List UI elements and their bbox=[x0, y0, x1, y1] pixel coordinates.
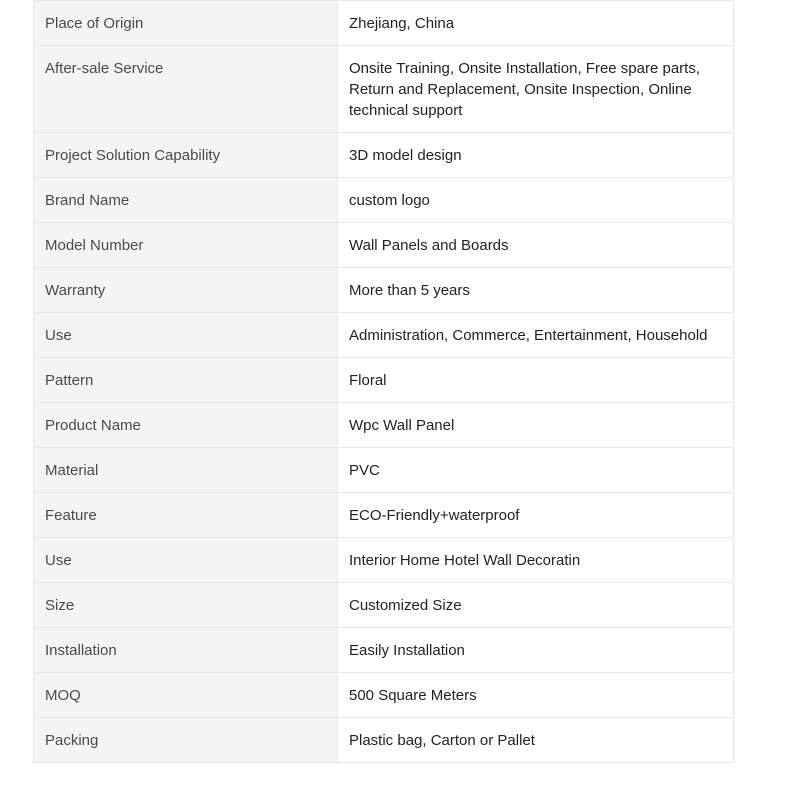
spec-attribute-value: ECO-Friendly+waterproof bbox=[338, 493, 734, 538]
spec-attribute-name: Place of Origin bbox=[34, 1, 338, 46]
spec-attribute-value: Customized Size bbox=[338, 583, 734, 628]
spec-attribute-name: Brand Name bbox=[34, 178, 338, 223]
spec-row bbox=[34, 493, 734, 538]
spec-row bbox=[34, 673, 734, 718]
spec-attribute-value: Floral bbox=[338, 358, 734, 403]
product-spec-table bbox=[33, 0, 734, 763]
spec-attribute-name: Warranty bbox=[34, 268, 338, 313]
spec-row bbox=[34, 583, 734, 628]
spec-attribute-value: Wpc Wall Panel bbox=[338, 403, 734, 448]
spec-row bbox=[34, 538, 734, 583]
spec-row bbox=[34, 223, 734, 268]
spec-row bbox=[34, 46, 734, 133]
spec-attribute-name: Product Name bbox=[34, 403, 338, 448]
spec-row bbox=[34, 268, 734, 313]
spec-row bbox=[34, 358, 734, 403]
spec-row bbox=[34, 178, 734, 223]
spec-attribute-name: Use bbox=[34, 313, 338, 358]
spec-attribute-value: More than 5 years bbox=[338, 268, 734, 313]
spec-attribute-name: Feature bbox=[34, 493, 338, 538]
spec-attribute-value: Plastic bag, Carton or Pallet bbox=[338, 718, 734, 763]
spec-row bbox=[34, 718, 734, 763]
spec-row bbox=[34, 403, 734, 448]
spec-attribute-value: Administration, Commerce, Entertainment, Household bbox=[338, 313, 734, 358]
spec-row bbox=[34, 133, 734, 178]
spec-attribute-value: Onsite Training, Onsite Installation, Free spare parts, Return and Replacement, Onsite Inspection, Online technical support bbox=[338, 46, 734, 133]
spec-attribute-name: Installation bbox=[34, 628, 338, 673]
spec-attribute-value: Easily Installation bbox=[338, 628, 734, 673]
spec-attribute-value: 3D model design bbox=[338, 133, 734, 178]
spec-attribute-name: Project Solution Capability bbox=[34, 133, 338, 178]
spec-attribute-name: Packing bbox=[34, 718, 338, 763]
spec-attribute-value: Wall Panels and Boards bbox=[338, 223, 734, 268]
spec-attribute-name: Size bbox=[34, 583, 338, 628]
spec-attribute-name: Material bbox=[34, 448, 338, 493]
spec-attribute-value: custom logo bbox=[338, 178, 734, 223]
spec-row bbox=[34, 628, 734, 673]
spec-attribute-value: Zhejiang, China bbox=[338, 1, 734, 46]
spec-row bbox=[34, 448, 734, 493]
spec-attribute-value: 500 Square Meters bbox=[338, 673, 734, 718]
spec-attribute-name: After-sale Service bbox=[34, 46, 338, 133]
spec-attribute-value: Interior Home Hotel Wall Decoratin bbox=[338, 538, 734, 583]
spec-row bbox=[34, 313, 734, 358]
spec-row bbox=[34, 1, 734, 46]
spec-attribute-name: MOQ bbox=[34, 673, 338, 718]
spec-table-body bbox=[34, 1, 734, 763]
spec-attribute-name: Use bbox=[34, 538, 338, 583]
spec-attribute-name: Pattern bbox=[34, 358, 338, 403]
spec-attribute-name: Model Number bbox=[34, 223, 338, 268]
spec-attribute-value: PVC bbox=[338, 448, 734, 493]
